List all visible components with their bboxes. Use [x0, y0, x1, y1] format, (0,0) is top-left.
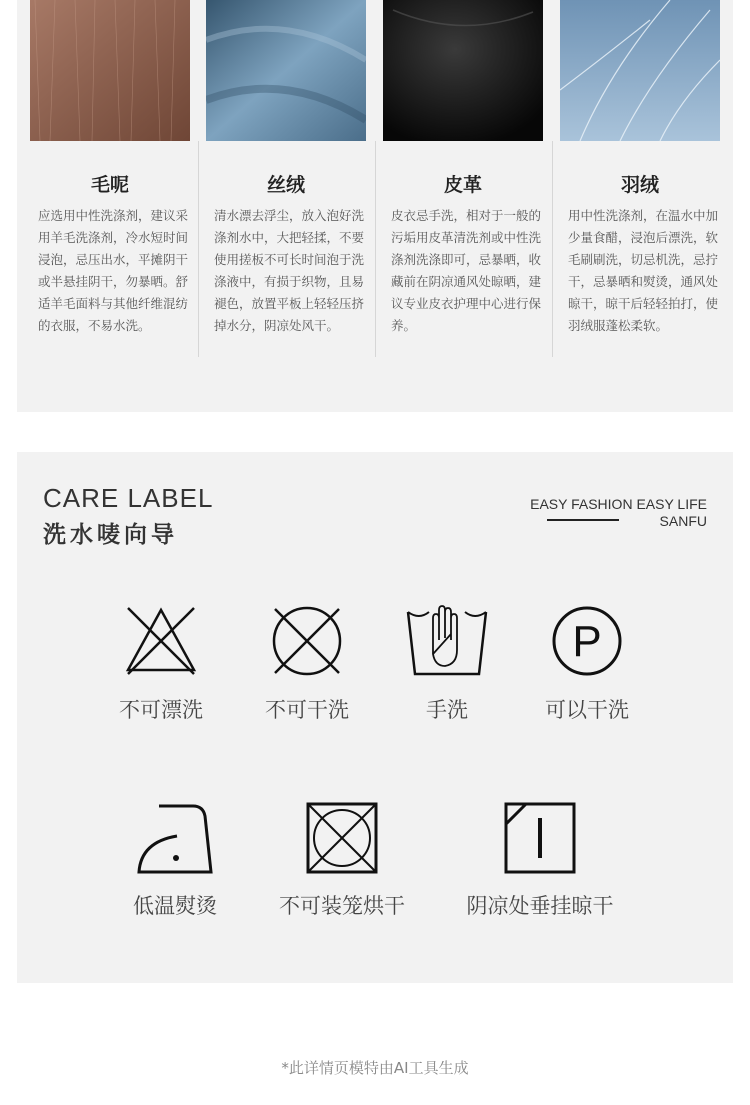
care-label-panel: [17, 452, 733, 983]
fabric-care-panel: [17, 0, 733, 412]
fabric-title: 皮革: [443, 174, 482, 196]
svg-text:P: P: [572, 617, 602, 666]
hand-wash-icon: [405, 604, 489, 678]
fabric-description: 清水漂去浮尘，放入泡好洗涤剂水中，大把轻揉，不要使用搓板不可长时间泡于洗涤液中，有损于织物，且易褪色，放置平板上轻轻压挤掉水分，阴凉处风干。: [214, 208, 365, 333]
down-swatch-image: [560, 0, 720, 141]
care-item-no-dry-clean: [247, 604, 367, 724]
fabric-description: 应选用中性洗涤剂，建议采用羊毛洗涤剂，冷水短时间浸泡，忌压出水，平摊阴干或半悬挂阴干，勿暴晒。舒适羊毛面料与其他纤维混纺的衣服，不易水洗。: [38, 208, 189, 333]
fabric-description: 用中性洗涤剂，在温水中加少量食醋，浸泡后漂洗，软毛刷刷洗，切忌机洗，忌拧干，忌暴晒和熨烫，通风处晾干，晾干后轻轻拍打，使羽绒服蓬松柔软。: [568, 208, 719, 333]
fabric-description: 皮衣忌手洗，相对于一般的污垢用皮革清洗剂或中性洗涤剂洗涤即可，忌暴晒，收藏前在阴凉通风处晾晒，建议专业皮衣护理中心进行保养。: [391, 208, 542, 333]
line-dry-shade-icon: [504, 802, 576, 874]
care-label-text: 不可漂洗: [119, 698, 203, 722]
brand-slogan: [530, 496, 707, 530]
care-item-no-tumble-dry: [257, 802, 427, 920]
care-label-text: 阴凉处垂挂晾干: [466, 894, 614, 918]
care-label-text: 手洗: [426, 698, 468, 722]
fabric-title: 羽绒: [620, 174, 659, 196]
leather-swatch-image: [383, 0, 543, 141]
care-label-text: 低温熨烫: [133, 894, 217, 918]
low-iron-icon: [137, 802, 213, 874]
no-tumble-dry-icon: [306, 802, 378, 874]
care-label-text: 不可装笼烘干: [279, 894, 405, 918]
care-label-text: 可以干洗: [545, 698, 629, 722]
fabric-title: 丝绒: [266, 174, 305, 196]
no-bleach-icon: [124, 604, 198, 678]
care-item-low-iron: [115, 802, 235, 920]
care-label-text: 不可干洗: [265, 698, 349, 722]
care-item-line-dry-shade: [450, 802, 630, 920]
column-divider: [375, 141, 376, 357]
velvet-swatch-image: [206, 0, 366, 141]
fabric-title: 毛呢: [90, 174, 129, 196]
care-item-hand-wash: [397, 604, 497, 724]
no-dry-clean-icon: [270, 604, 344, 678]
care-item-no-bleach: [101, 604, 221, 724]
care-title-chinese: 洗水唛向导: [43, 522, 178, 548]
slogan-underline: [547, 519, 619, 521]
slogan-line-1: EASY FASHION EASY LIFE: [530, 496, 707, 512]
brand-name: SANFU: [659, 513, 707, 529]
care-item-dry-clean: [527, 604, 647, 724]
ai-disclaimer-note: *此详情页模特由AI工具生成: [281, 1059, 469, 1077]
care-title-english: CARE LABEL: [43, 483, 214, 513]
dry-clean-p-icon: [550, 604, 624, 678]
wool-swatch-image: [30, 0, 190, 141]
column-divider: [552, 141, 553, 357]
column-divider: [198, 141, 199, 357]
